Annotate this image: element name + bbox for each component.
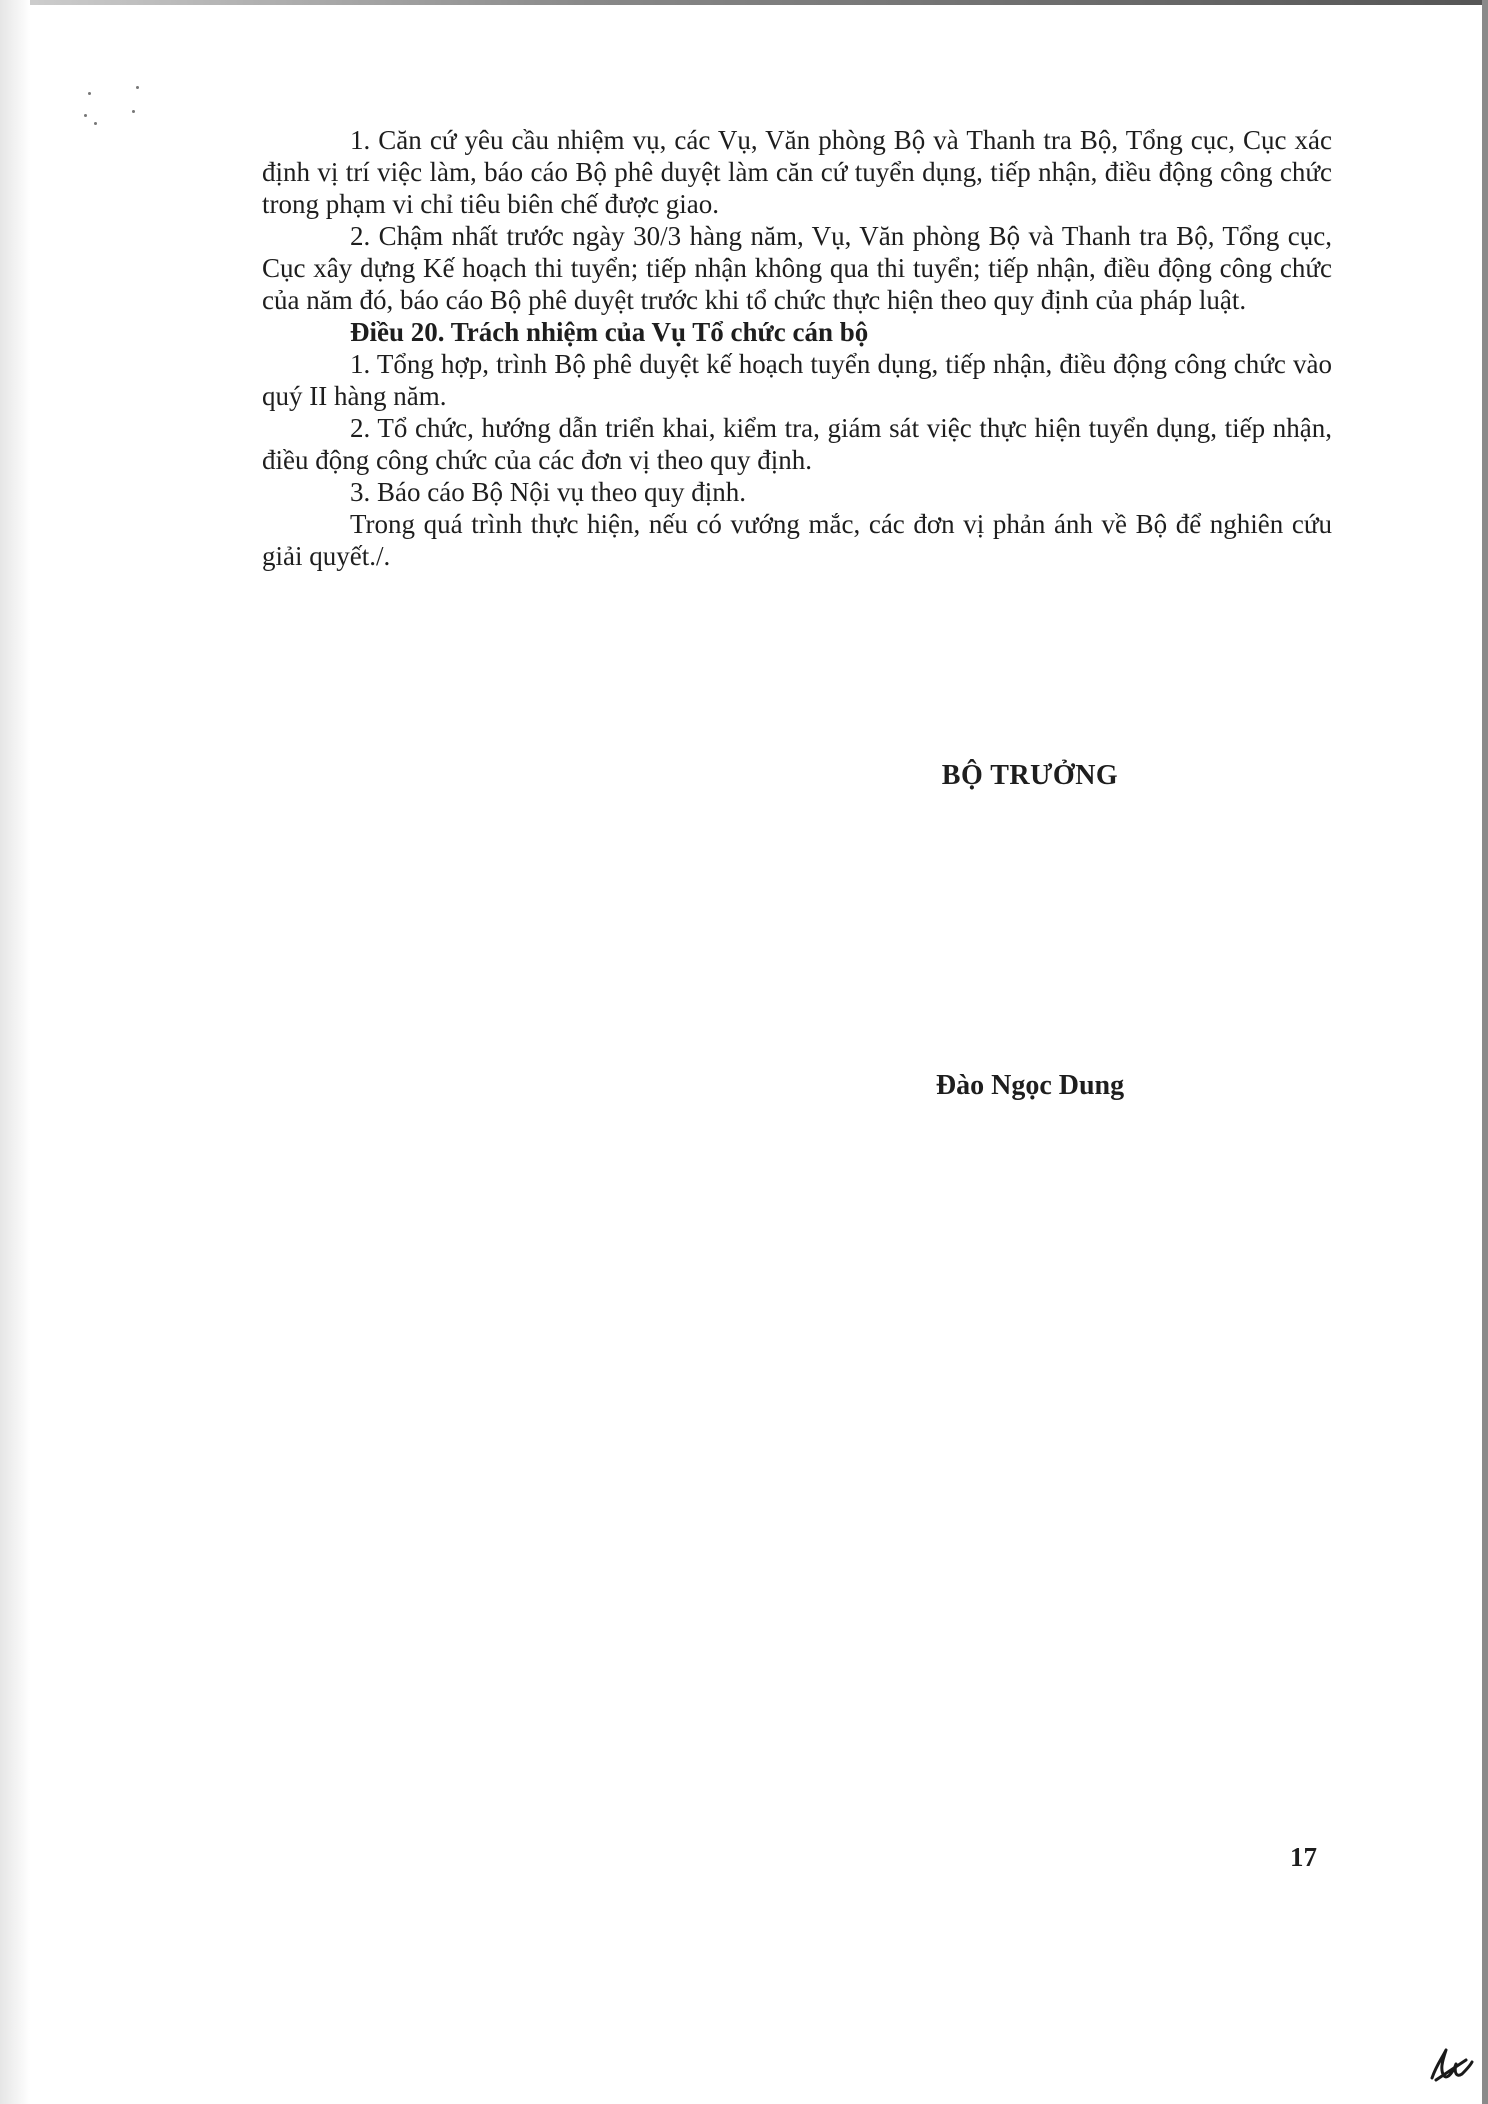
scan-top-edge [0,0,1488,5]
paragraph-6: Trong quá trình thực hiện, nếu có vướng mắc, các đơn vị phản ánh về Bộ để nghiên cứu giải quyết./. [262,509,1332,571]
paragraph-1: 1. Căn cứ yêu cầu nhiệm vụ, các Vụ, Văn phòng Bộ và Thanh tra Bộ, Tổng cục, Cục xác định vị trí việc làm, báo cáo Bộ phê duyệt làm căn cứ tuyển dụng, tiếp nhận, điều động công chức trong phạm vi chỉ tiêu biên chế được giao. [262,125,1332,219]
scan-specks [80,80,160,130]
scan-right-edge [1482,0,1488,2104]
page-number: 17 [1290,1842,1317,1872]
paragraph-4: 2. Tổ chức, hướng dẫn triển khai, kiểm tra, giám sát việc thực hiện tuyển dụng, tiếp nhận, điều động công chức của các đơn vị theo quy định. [262,413,1332,475]
signature-title: BỘ TRƯỞNG [941,760,1119,791]
scan-left-shadow [0,0,30,2104]
signatory-name: Đào Ngọc Dung [935,1070,1125,1101]
paragraph-2: 2. Chậm nhất trước ngày 30/3 hàng năm, Vụ, Văn phòng Bộ và Thanh tra Bộ, Tổng cục, Cục xây dựng Kế hoạch thi tuyển; tiếp nhận không qua thi tuyển; tiếp nhận, điều động công chức của năm đó, báo cáo Bộ phê duyệt trước khi tổ chức thực hiện theo quy định của pháp luật. [262,221,1332,315]
document-body [262,124,1332,572]
article-heading: Điều 20. Trách nhiệm của Vụ Tổ chức cán bộ [350,317,869,347]
handwritten-initials-icon [1426,2040,1474,2088]
paragraph-3: 1. Tổng hợp, trình Bộ phê duyệt kế hoạch tuyển dụng, tiếp nhận, điều động công chức vào quý II hàng năm. [262,349,1332,411]
paragraph-5: 3. Báo cáo Bộ Nội vụ theo quy định. [350,477,746,507]
